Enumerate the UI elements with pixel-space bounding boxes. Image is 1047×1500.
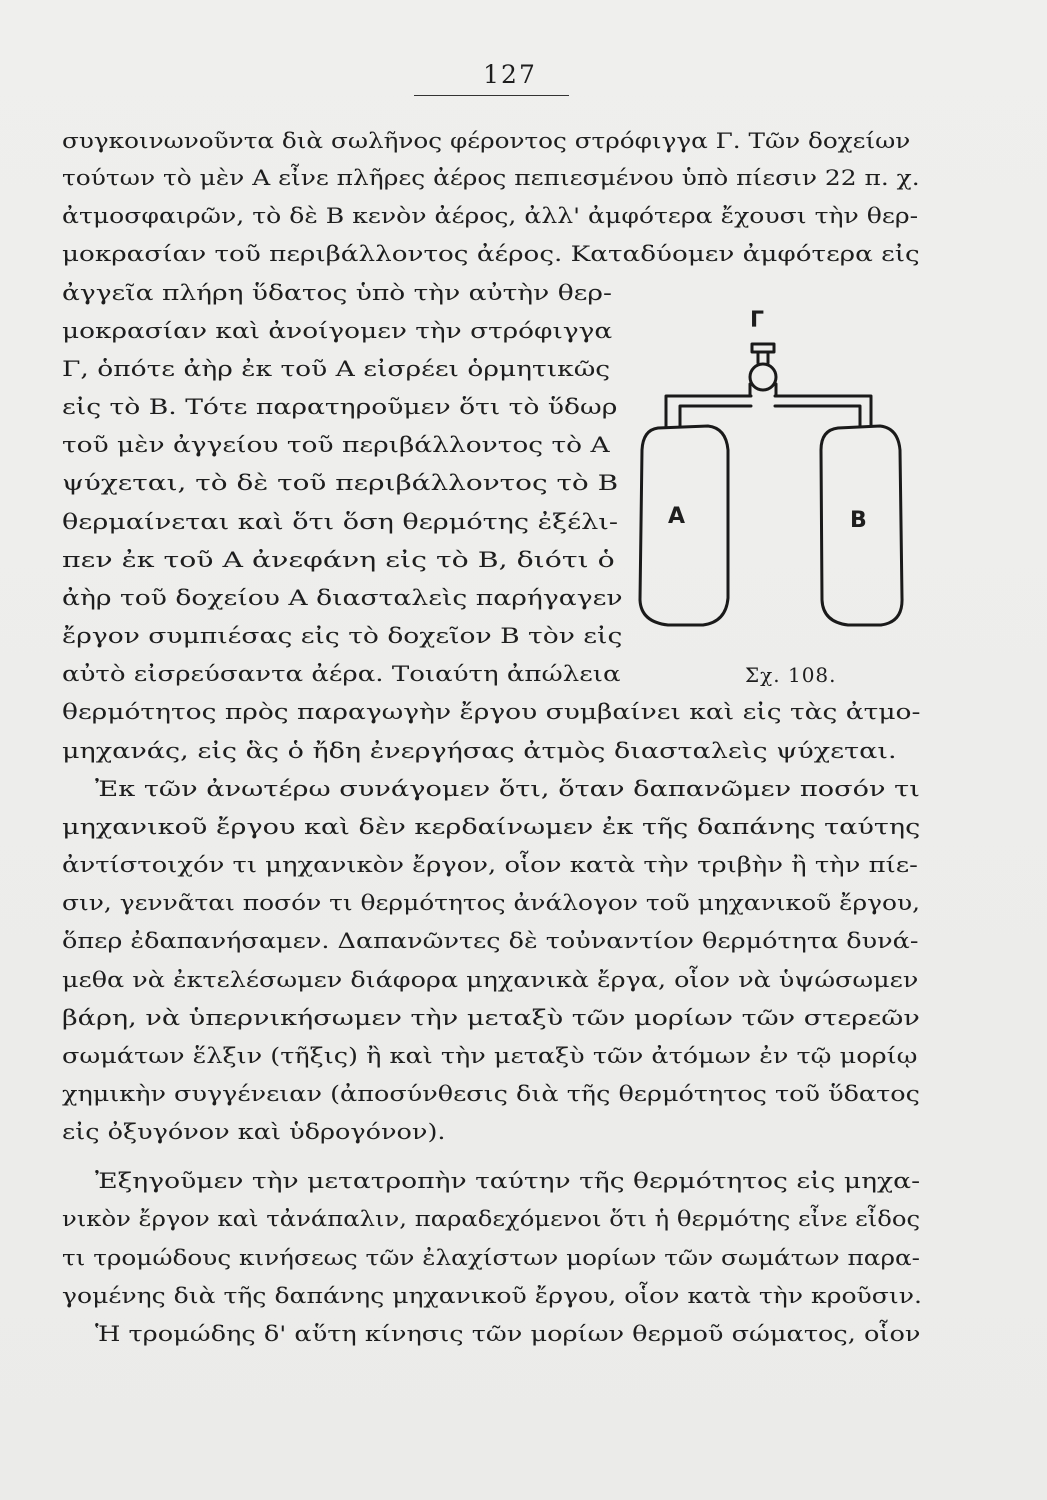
- text-line: τούτων τὸ μὲν Α εἶνε πλῆρες ἀέρος πεπιεσμένου ὑπὸ πίεσιν 22 π. χ.: [62, 166, 920, 190]
- text-line: θερμότητος πρὸς παραγωγὴν ἔργου συμβαίνει καὶ εἰς τὰς ἀτμο-: [62, 700, 921, 724]
- pipe-left: [666, 396, 751, 426]
- text-line: μοκρασίαν τοῦ περιβάλλοντος ἀέρος. Καταδύομεν ἀμφότερα εἰς: [62, 242, 920, 266]
- figure-drawing: [628, 300, 928, 700]
- text-line: ἔργον συμπιέσας εἰς τὸ δοχεῖον Β τὸν εἰς: [62, 624, 623, 648]
- text-line: Ἡ τρομώδης δ' αὕτη κίνησις τῶν μορίων θερμοῦ σώματος, οἷον: [95, 1322, 921, 1346]
- text-line: σωμάτων ἕλξιν (τῆξις) ἢ καὶ τὴν μεταξὺ τῶν ἀτόμων ἐν τῷ μορίῳ: [62, 1044, 918, 1068]
- text-line: ἀντίστοιχόν τι μηχανικὸν ἔργον, οἷον κατὰ τὴν τριβὴν ἢ τὴν πίε-: [62, 853, 918, 877]
- text-line: βάρη, νὰ ὑπερνικήσωμεν τὴν μεταξὺ τῶν μορίων τῶν στερεῶν: [62, 1006, 920, 1030]
- text-line: χημικὴν συγγένειαν (ἀποσύνθεσις διὰ τῆς θερμότητος τοῦ ὕδατος: [62, 1082, 920, 1106]
- valve-body: [750, 364, 776, 390]
- text-line: μοκρασίαν καὶ ἀνοίγομεν τὴν στρόφιγγα: [62, 319, 613, 343]
- text-line: μηχανικοῦ ἔργου καὶ δὲν κερδαίνωμεν ἐκ τῆς δαπάνης ταύτης: [62, 815, 921, 839]
- text-line: Ἐξηγοῦμεν τὴν μετατροπὴν ταύτην τῆς θερμότητος εἰς μηχα-: [95, 1169, 921, 1193]
- text-line: ἀτμοσφαιρῶν, τὸ δὲ Β κενὸν ἀέρος, ἀλλ' ἀμφότερα ἔχουσι τὴν θερ-: [62, 204, 919, 228]
- figure-caption: Σχ. 108.: [745, 663, 837, 687]
- text-line: Ἐκ τῶν ἀνωτέρω συνάγομεν ὅτι, ὅταν δαπανῶμεν ποσόν τι: [95, 777, 920, 801]
- pipe-right: [775, 396, 871, 426]
- text-line: αὐτὸ εἰσρεύσαντα ἀέρα. Τοιαύτη ἀπώλεια: [62, 662, 621, 686]
- text-line: τοῦ μὲν ἀγγείου τοῦ περιβάλλοντος τὸ Α: [62, 433, 610, 457]
- text-line: πεν ἐκ τοῦ Α ἀνεφάνη εἰς τὸ Β, διότι ὁ: [62, 548, 615, 572]
- text-line: νικὸν ἔργον καὶ τἀνάπαλιν, παραδεχόμενοι ὅτι ἡ θερμότης εἶνε εἶδος: [62, 1207, 921, 1231]
- valve-handle: [752, 344, 774, 352]
- page-number: 127: [483, 60, 537, 89]
- text-line: Γ, ὁπότε ἀὴρ ἐκ τοῦ Α εἰσρέει ὁρμητικῶς: [62, 357, 611, 381]
- vessel-b-label: B: [850, 508, 867, 533]
- text-line: ἀγγεῖα πλήρη ὕδατος ὑπὸ τὴν αὐτὴν θερ-: [62, 281, 612, 305]
- text-line: εἰς ὀξυγόνον καὶ ὑδρογόνον).: [62, 1120, 446, 1144]
- text-line: εἰς τὸ Β. Τότε παρατηροῦμεν ὅτι τὸ ὕδωρ: [62, 395, 618, 419]
- valve-label: Γ: [750, 308, 765, 333]
- text-line: ἀὴρ τοῦ δοχείου Α διασταλεὶς παρήγαγεν: [62, 586, 623, 610]
- text-line: ψύχεται, τὸ δὲ τοῦ περιβάλλοντος τὸ Β: [62, 471, 619, 495]
- text-line: σιν, γεννᾶται ποσόν τι θερμότητος ἀνάλογον τοῦ μηχανικοῦ ἔργου,: [62, 891, 921, 915]
- valve-stem: [758, 352, 768, 363]
- text-line: τι τρομώδους κινήσεως τῶν ἐλαχίστων μορίων τῶν σωμάτων παρα-: [62, 1246, 921, 1270]
- text-line: συγκοινωνοῦντα διὰ σωλῆνος φέροντος στρόφιγγα Γ. Τῶν δοχείων: [62, 129, 911, 153]
- text-line: μεθα νὰ ἐκτελέσωμεν διάφορα μηχανικὰ ἔργα, οἷον νὰ ὑψώσωμεν: [62, 968, 919, 992]
- text-line: γομένης διὰ τῆς δαπάνης μηχανικοῦ ἔργου, οἷον κατὰ τὴν κροῦσιν.: [62, 1284, 922, 1308]
- text-line: μηχανάς, εἰς ἃς ὁ ἤδη ἐνεργήσας ἀτμὸς διασταλεὶς ψύχεται.: [62, 739, 897, 763]
- figure-108: [628, 300, 928, 700]
- text-line: θερμαίνεται καὶ ὅτι ὅση θερμότης ἐξέλι-: [62, 510, 619, 534]
- page-number-rule: [414, 95, 569, 96]
- text-line: ὅπερ ἐδαπανήσαμεν. Δαπανῶντες δὲ τοὐναντίον θερμότητα δυνά-: [62, 929, 919, 953]
- vessel-a-label: A: [668, 504, 686, 529]
